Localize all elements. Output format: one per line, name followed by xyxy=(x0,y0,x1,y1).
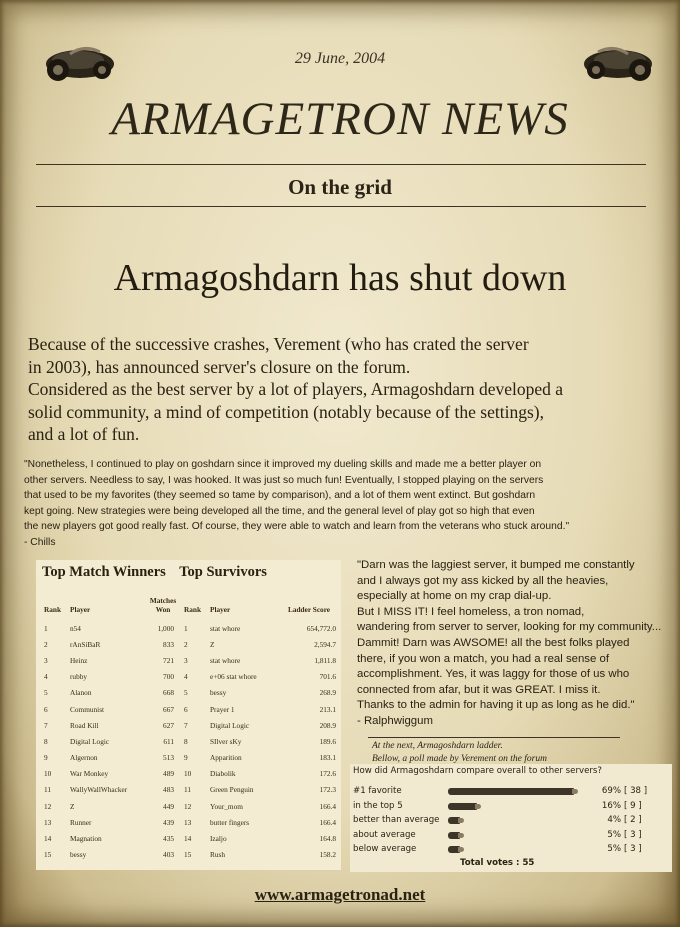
table-cell: n54 xyxy=(70,623,81,633)
poll-bar-track xyxy=(448,803,583,810)
table-cell: rubby xyxy=(70,672,88,682)
table-cell: Diabolik xyxy=(210,769,236,779)
table-cell: 2,594.7 xyxy=(314,639,336,649)
quote-ralphwiggum: "Darn was the laggiest server, it bumped me constantly and I always got my ass kicked by all the heavies, especially at home on my crap dial-up. But I MISS IT! I feel homeless, a tron nomad, wandering from server to server, looking for my community... Dammit! Darn was AWSOME! all the best folks played there, if you won a match, you had a real sense of accomplishment. Yes, it was laggy for those of us who connected from afar, but it was GREAT. I miss it. Thanks to the admin for having it up as long as he did." - Ralphwiggum xyxy=(357,559,662,727)
table-cell: 11 xyxy=(184,785,192,795)
table-cell: 13 xyxy=(44,817,52,827)
table-row xyxy=(42,652,338,668)
table-cell: SIlver sKy xyxy=(210,736,242,746)
table-cell: 667 xyxy=(163,704,174,714)
table-cell: e+06 stat whore xyxy=(210,672,257,682)
table-cell: 8 xyxy=(44,736,48,746)
poll-bar xyxy=(448,846,460,853)
table-cell: Z xyxy=(70,801,75,811)
table-cell: 721 xyxy=(163,655,174,665)
table-cell: stat whore xyxy=(210,623,241,633)
table-cell: Izaljo xyxy=(210,834,227,844)
poll-bar-track xyxy=(448,832,583,839)
table-cell: War Monkey xyxy=(70,769,109,779)
divider xyxy=(36,164,646,165)
table-cell: 489 xyxy=(163,769,174,779)
table-cell: 10 xyxy=(184,769,192,779)
table-row xyxy=(42,685,338,701)
ladder-table xyxy=(42,596,338,863)
poll-option-label: in the top 5 xyxy=(353,800,403,811)
table-cell: 14 xyxy=(44,834,52,844)
table-cell: bessy xyxy=(70,850,87,860)
table-cell: 166.4 xyxy=(319,801,336,811)
poll-option xyxy=(353,786,669,798)
table-cell: 1 xyxy=(44,623,48,633)
poll-count: [ 3 ] xyxy=(624,844,642,854)
poll-option xyxy=(353,844,669,856)
table-cell: 183.1 xyxy=(319,753,336,763)
table-row xyxy=(42,669,338,685)
table-row xyxy=(42,620,338,636)
table-cell: 268.9 xyxy=(319,688,336,698)
table-cell: Prayer 1 xyxy=(210,704,235,714)
poll-bar-track xyxy=(448,846,583,853)
table-cell: 449 xyxy=(163,801,174,811)
poll-percent: 16% xyxy=(601,800,621,811)
poll-bar xyxy=(448,788,574,795)
section-title: On the grid xyxy=(288,175,392,199)
table-cell: WallyWallWhacker xyxy=(70,785,128,795)
divider xyxy=(36,206,646,207)
table-row xyxy=(42,717,338,733)
table-cell: 4 xyxy=(44,672,48,682)
table-cell: 435 xyxy=(163,834,174,844)
table-cell: Rush xyxy=(210,850,226,860)
table-cell: 8 xyxy=(184,736,188,746)
divider xyxy=(368,737,620,738)
table-cell: Heinz xyxy=(70,655,88,665)
table-cell: 6 xyxy=(44,704,48,714)
table-row xyxy=(42,766,338,782)
table-cell: 4 xyxy=(184,672,188,682)
table-cell: 611 xyxy=(163,736,174,746)
table-cell: 213.1 xyxy=(319,704,336,714)
table-cell: 1,811.8 xyxy=(314,655,336,665)
table-cell: 15 xyxy=(184,850,192,860)
table-row xyxy=(42,830,338,846)
table-cell: 10 xyxy=(44,769,52,779)
table-cell: 13 xyxy=(184,817,192,827)
table-cell: Alanon xyxy=(70,688,92,698)
table-cell: Digital Logic xyxy=(210,720,250,730)
poll-bar-track xyxy=(448,788,583,795)
table-cell: Magnation xyxy=(70,834,102,844)
quote-chills: "Nonetheless, I continued to play on goshdarn since it improved my dueling skills and made me a better player on other servers. Needless to say, I was hooked. It was just so much fun! Eventually, I stopped playing on the servers that used to be my favorites (they seemed so tame by comparison), and a lot of them went extinct. But goshdarn kept going. New strategies were being developed all the time, and the general level of play got so high that even the new players got good really fast. Of course, they were able to watch and learn from the veterans who stuck around." - Chills xyxy=(24,459,570,548)
top-survivors-title: Top Survivors xyxy=(179,564,267,580)
poll-option-label: below average xyxy=(353,844,417,854)
table-cell: 5 xyxy=(184,688,188,698)
table-cell: 700 xyxy=(163,672,174,682)
table-cell: 2 xyxy=(44,639,48,649)
table-cell: Communist xyxy=(70,704,105,714)
table-cell: 9 xyxy=(44,753,48,763)
table-cell: 403 xyxy=(163,850,174,860)
table-row xyxy=(42,814,338,830)
table-cell: 439 xyxy=(163,817,174,827)
poll-percent: 5% xyxy=(607,844,621,854)
poll-option xyxy=(353,830,669,842)
poll-percent: 4% xyxy=(607,815,621,825)
table-row xyxy=(42,782,338,798)
table-cell: 208.9 xyxy=(319,720,336,730)
table-cell: 654,772.0 xyxy=(306,623,336,633)
table-cell: 11 xyxy=(44,785,52,795)
ladder-table-body xyxy=(42,620,338,863)
table-row xyxy=(42,701,338,717)
table-cell: 14 xyxy=(184,834,192,844)
poll-question: How did Armagoshdarn compare overall to other servers? xyxy=(353,766,602,776)
ladder-table-title xyxy=(42,564,277,581)
table-row xyxy=(42,798,338,814)
poll-count: [ 9 ] xyxy=(624,800,642,811)
table-cell: Your_mom xyxy=(210,801,243,811)
table-cell: 9 xyxy=(184,753,188,763)
ladder-table-box xyxy=(36,560,341,870)
table-cell: 7 xyxy=(44,720,48,730)
header-cell: Matches Won xyxy=(149,596,177,614)
poll-bar xyxy=(448,803,477,810)
article-lead: Because of the successive crashes, Verement (who has crated the server in 2003), has announced server's closure on the forum. Considered as the best server by a lot of players, Armagoshdarn developed a solid community, a mind of competition (notably because of the settings), and a lot of fun. xyxy=(28,334,564,444)
table-cell: Digital Logic xyxy=(70,736,110,746)
table-cell: Apparition xyxy=(210,753,242,763)
table-cell: 172.3 xyxy=(319,785,336,795)
poll-bar xyxy=(448,832,460,839)
table-cell: 5 xyxy=(44,688,48,698)
table-cell: 172.6 xyxy=(319,769,336,779)
header-cell: Rank xyxy=(44,605,62,614)
table-header-row xyxy=(42,596,338,620)
table-cell: Z xyxy=(210,639,215,649)
top-match-winners-title: Top Match Winners xyxy=(42,564,166,580)
website-link[interactable]: www.armagetronad.net xyxy=(254,885,426,904)
table-cell: 12 xyxy=(184,801,192,811)
header-cell: Ladder Score xyxy=(287,605,331,614)
table-row xyxy=(42,750,338,766)
poll-option-label: about average xyxy=(353,829,416,840)
table-cell: Runner xyxy=(70,817,92,827)
masthead-title: ARMAGETRON NEWS xyxy=(111,93,569,145)
table-cell: 701.6 xyxy=(319,672,336,682)
poll-count: [ 3 ] xyxy=(624,829,642,840)
table-cell: 7 xyxy=(184,720,188,730)
table-cell: 483 xyxy=(163,785,174,795)
table-cell: 1 xyxy=(184,623,188,633)
poll-count: [ 2 ] xyxy=(624,815,642,825)
table-cell: 1,000 xyxy=(157,623,174,633)
table-cell: 164.8 xyxy=(319,834,336,844)
poll-bar-track xyxy=(448,817,583,824)
table-cell: 2 xyxy=(184,639,188,649)
table-cell: 12 xyxy=(44,801,52,811)
table-cell: 668 xyxy=(163,688,174,698)
table-cell: Road Kill xyxy=(70,720,99,730)
table-cell: 158.2 xyxy=(319,850,336,860)
table-cell: 166.4 xyxy=(319,817,336,827)
table-cell: bessy xyxy=(210,688,227,698)
issue-date: 29 June, 2004 xyxy=(294,50,386,67)
table-cell: rAnSiBaR xyxy=(70,639,101,649)
table-cell: Green Penguin xyxy=(210,785,254,795)
header-cell: Player xyxy=(70,605,91,614)
header-cell: Rank xyxy=(184,605,202,614)
poll-option xyxy=(353,815,669,827)
image-caption: At the next, Armagoshdarn ladder. Bellow, a poll made by Verement on the forum xyxy=(372,741,547,764)
table-row xyxy=(42,847,338,863)
table-cell: 15 xyxy=(44,850,52,860)
poll-option-label: #1 favorite xyxy=(353,786,402,796)
table-cell: 189.6 xyxy=(319,736,336,746)
article-headline: Armagoshdarn has shut down xyxy=(113,257,567,299)
poll-count: [ 38 ] xyxy=(624,786,648,796)
table-cell: stat whore xyxy=(210,655,241,665)
table-cell: 833 xyxy=(163,639,174,649)
poll-results xyxy=(350,764,672,872)
table-row xyxy=(42,636,338,652)
table-cell: 3 xyxy=(184,655,188,665)
poll-total-votes: Total votes : 55 xyxy=(460,858,535,868)
table-cell: Algernon xyxy=(70,753,98,763)
poll-percent: 69% xyxy=(601,786,621,796)
table-cell: butter fingers xyxy=(210,817,250,827)
table-cell: 3 xyxy=(44,655,48,665)
table-cell: 6 xyxy=(184,704,188,714)
poll-option xyxy=(353,801,669,813)
poll-option-label: better than average xyxy=(353,815,440,825)
poll-percent: 5% xyxy=(607,829,621,840)
table-row xyxy=(42,733,338,749)
table-cell: 513 xyxy=(163,753,174,763)
poll-bar xyxy=(448,817,460,824)
header-cell: Player xyxy=(210,605,231,614)
table-cell: 627 xyxy=(163,720,174,730)
